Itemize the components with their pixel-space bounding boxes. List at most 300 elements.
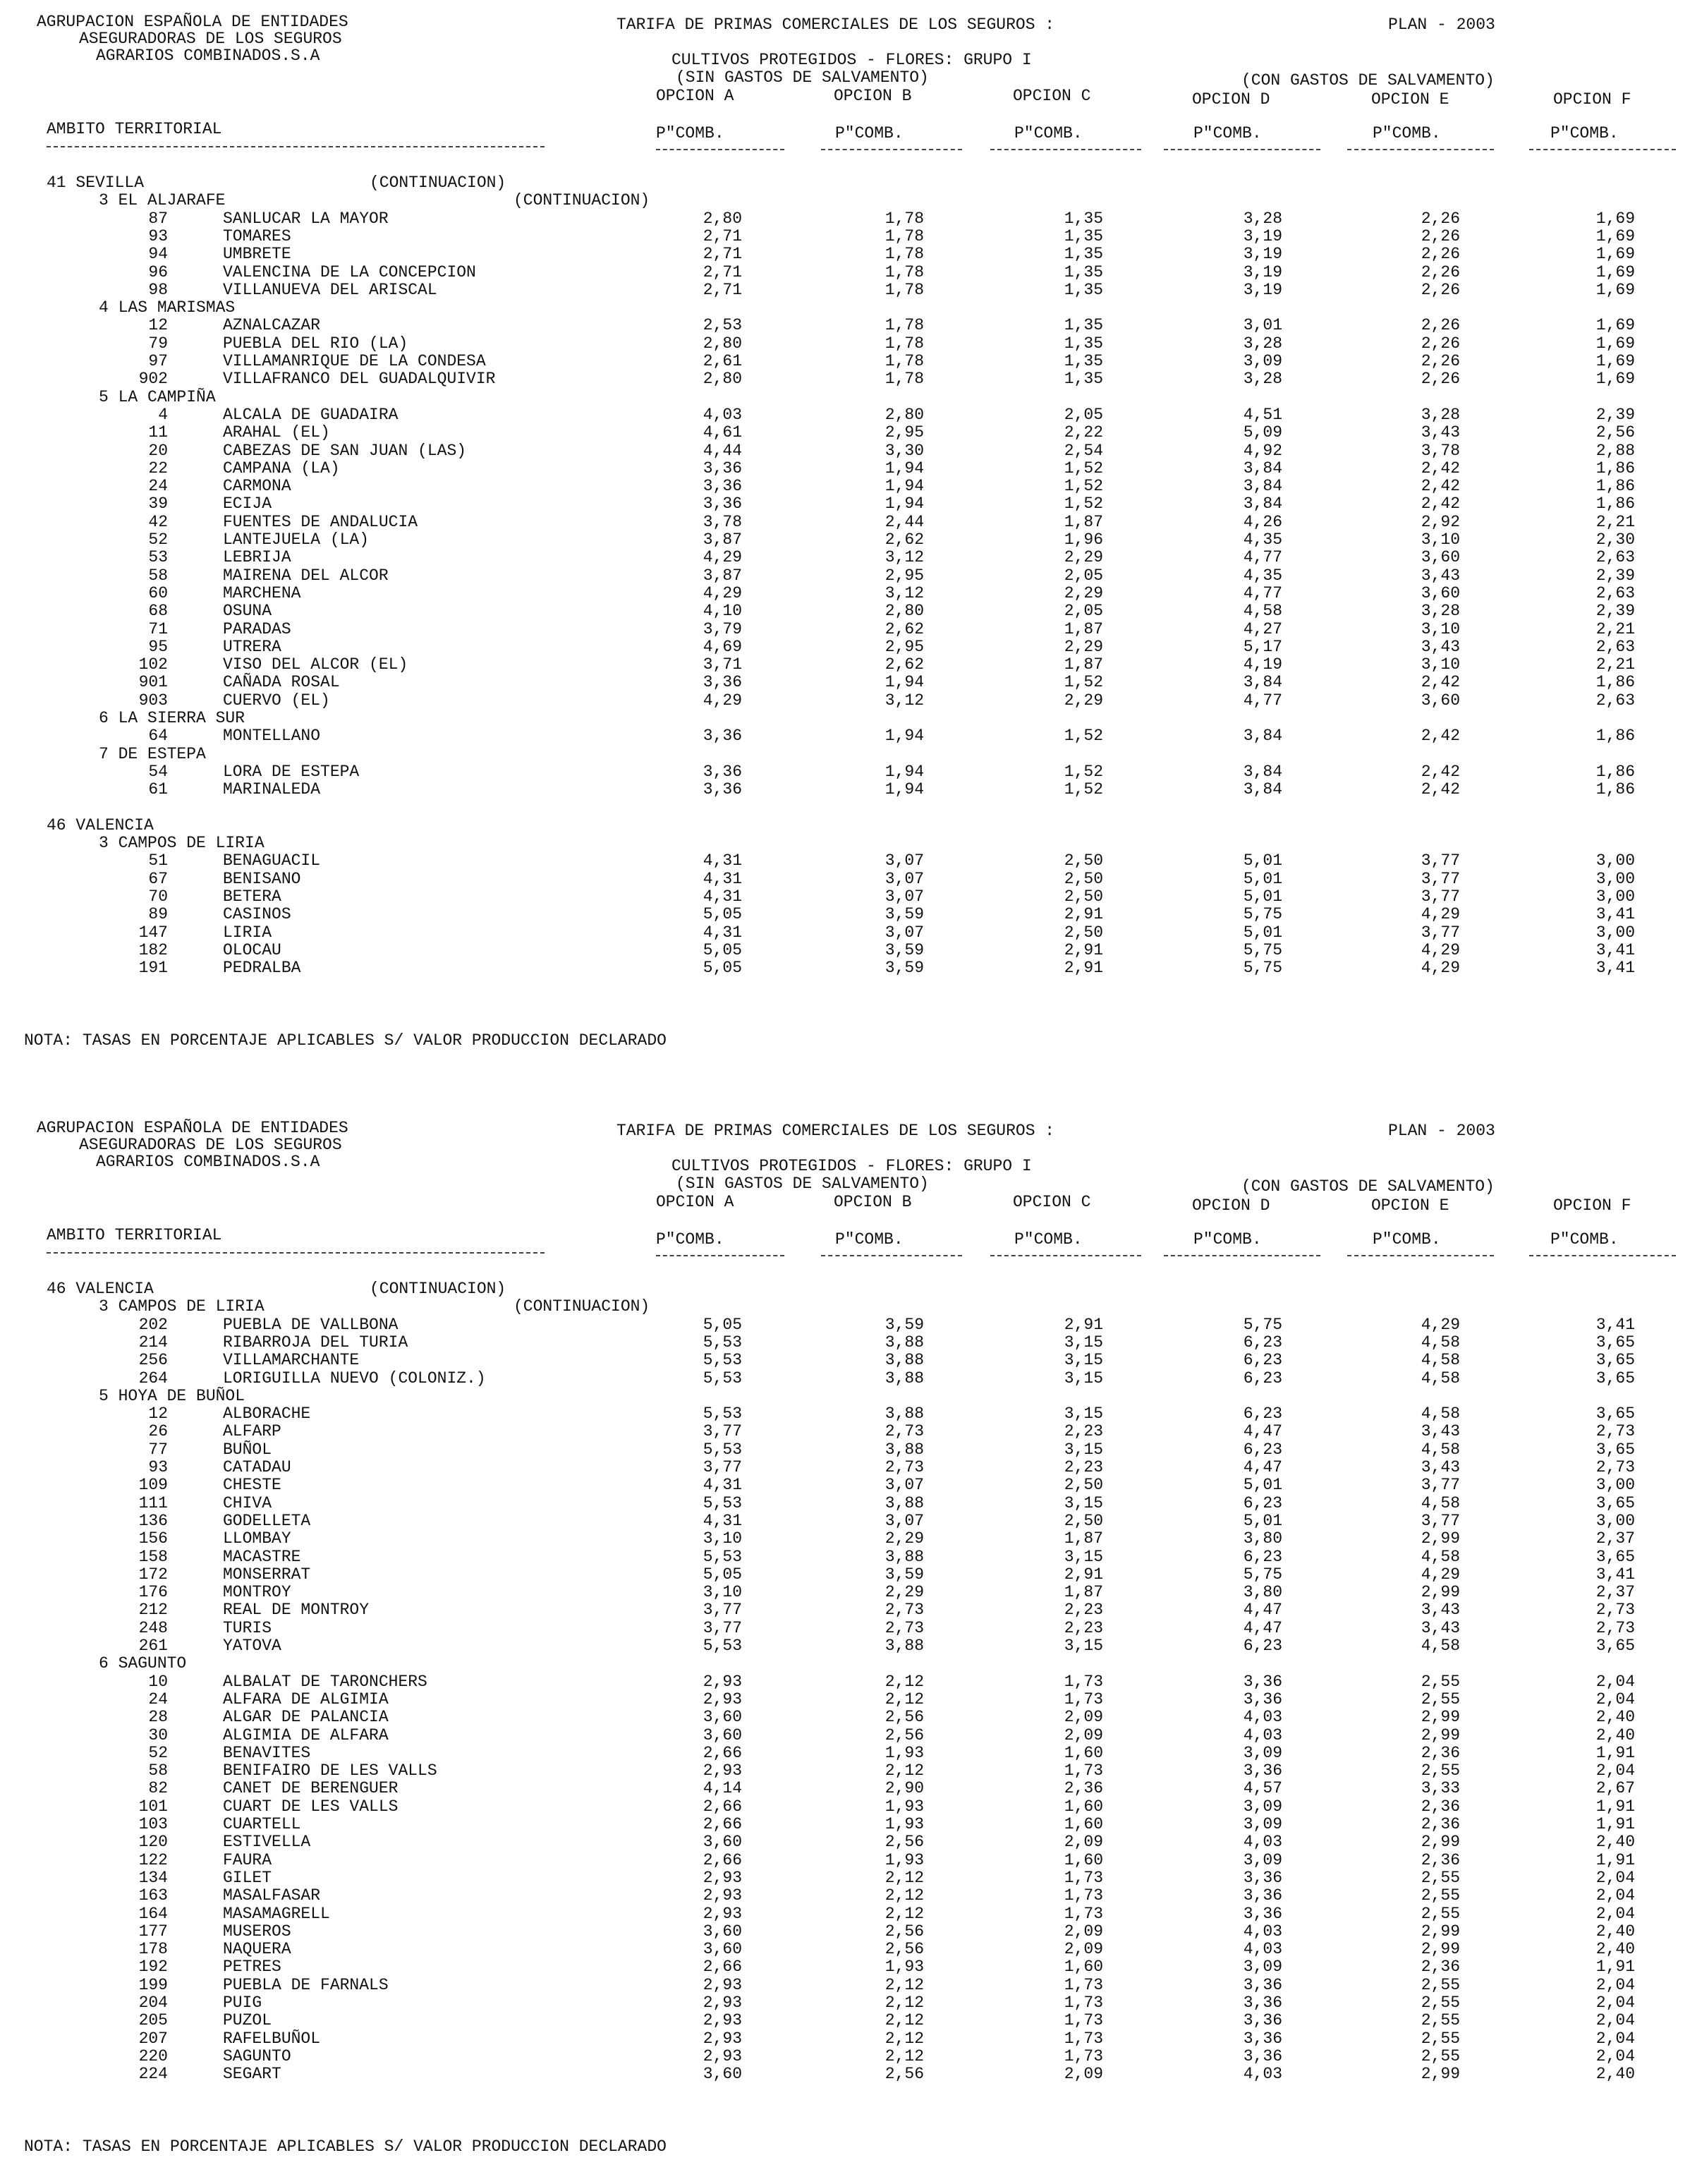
rate-cell-option-e: 3,77 xyxy=(1421,869,1460,888)
option-header: OPCION B xyxy=(834,87,912,105)
rate-cell-option-a: 2,66 xyxy=(703,1958,742,1977)
municipality-name: ALGIMIA DE ALFARA xyxy=(223,1725,389,1745)
rate-cell-option-d: 3,84 xyxy=(1243,727,1282,746)
municipality-code: 67 xyxy=(148,869,168,888)
municipality-code: 178 xyxy=(138,1940,168,1959)
table-row xyxy=(0,227,1690,245)
rate-cell-option-e: 2,99 xyxy=(1421,1583,1460,1602)
table-row xyxy=(0,1637,1690,1654)
rate-cell-option-a: 4,29 xyxy=(703,583,742,602)
municipality-name: PUIG xyxy=(223,1994,262,2012)
rate-cell-option-c: 1,87 xyxy=(1064,619,1103,638)
municipality-code: 111 xyxy=(138,1493,168,1512)
rate-cell-option-a: 2,66 xyxy=(703,1850,742,1869)
rate-cell-option-f: 3,41 xyxy=(1595,959,1635,978)
rate-cell-option-e: 2,99 xyxy=(1421,1708,1460,1727)
rate-cell-option-a: 2,66 xyxy=(703,1815,742,1833)
rate-cell-option-e: 3,28 xyxy=(1421,405,1460,424)
municipality-code: 68 xyxy=(148,602,168,621)
rate-cell-option-f: 2,63 xyxy=(1595,583,1635,602)
table-row xyxy=(0,923,1690,941)
rate-cell-option-e: 2,42 xyxy=(1421,495,1460,514)
header-divider xyxy=(1164,149,1320,150)
municipality-code: 42 xyxy=(148,512,168,531)
rate-cell-option-e: 2,92 xyxy=(1421,512,1460,531)
rate-cell-option-f: 3,41 xyxy=(1595,940,1635,959)
rate-cell-option-a: 2,93 xyxy=(703,2011,742,2030)
comarca-heading: 3 CAMPOS DE LIRIA xyxy=(99,1297,265,1316)
rate-cell-option-b: 1,94 xyxy=(884,459,924,478)
rate-cell-option-d: 5,01 xyxy=(1243,1476,1282,1495)
rate-cell-option-c: 1,73 xyxy=(1064,1975,1103,1994)
rate-cell-option-c: 2,09 xyxy=(1064,2065,1103,2084)
municipality-name: LEBRIJA xyxy=(223,548,291,567)
rate-cell-option-c: 2,50 xyxy=(1064,869,1103,888)
municipality-name: CHIVA xyxy=(223,1493,272,1512)
table-row xyxy=(0,1440,1690,1458)
rate-cell-option-f: 2,39 xyxy=(1595,566,1635,585)
municipality-code: 28 xyxy=(148,1708,168,1727)
rate-cell-option-c: 1,60 xyxy=(1064,1850,1103,1869)
rate-cell-option-d: 4,47 xyxy=(1243,1422,1282,1441)
rate-cell-option-b: 1,94 xyxy=(884,762,924,781)
rate-cell-option-c: 2,50 xyxy=(1064,923,1103,942)
rate-cell-option-d: 5,01 xyxy=(1243,851,1282,870)
rate-cell-option-a: 2,66 xyxy=(703,1743,742,1762)
rate-cell-option-c: 1,60 xyxy=(1064,1743,1103,1762)
rate-cell-option-d: 4,27 xyxy=(1243,619,1282,638)
rate-cell-option-f: 1,69 xyxy=(1595,209,1635,228)
province-heading: 41 SEVILLA xyxy=(47,174,145,192)
municipality-code: 58 xyxy=(148,566,168,585)
table-row xyxy=(0,1886,1690,1904)
header-divider xyxy=(821,1255,962,1256)
rate-cell-option-f: 2,04 xyxy=(1595,2029,1635,2048)
rate-cell-option-d: 3,19 xyxy=(1243,245,1282,264)
municipality-name: MASALFASAR xyxy=(223,1886,321,1905)
municipality-code: 77 xyxy=(148,1440,168,1459)
rate-cell-option-e: 2,26 xyxy=(1421,209,1460,228)
rate-cell-option-a: 3,60 xyxy=(703,1708,742,1727)
rate-cell-option-e: 4,58 xyxy=(1421,1493,1460,1512)
table-row xyxy=(0,1512,1690,1529)
rate-cell-option-c: 1,73 xyxy=(1064,1761,1103,1780)
municipality-code: 264 xyxy=(138,1369,168,1388)
table-row xyxy=(0,442,1690,459)
rate-cell-option-c: 2,23 xyxy=(1064,1458,1103,1476)
pcomb-header: P"COMB. xyxy=(1550,124,1619,142)
rate-cell-option-c: 1,60 xyxy=(1064,1958,1103,1977)
rate-cell-option-e: 2,26 xyxy=(1421,316,1460,335)
rate-cell-option-c: 2,29 xyxy=(1064,691,1103,710)
municipality-code: 93 xyxy=(148,226,168,245)
header-divider xyxy=(1164,1255,1320,1256)
rate-cell-option-b: 1,93 xyxy=(884,1743,924,1762)
table-row xyxy=(0,851,1690,869)
municipality-code: 79 xyxy=(148,334,168,353)
municipality-code: 902 xyxy=(138,370,168,389)
rate-cell-option-c: 1,73 xyxy=(1064,1868,1103,1887)
header-divider xyxy=(1529,149,1676,150)
rate-cell-option-b: 3,07 xyxy=(884,1476,924,1495)
rate-cell-option-b: 2,95 xyxy=(884,423,924,442)
rate-cell-option-a: 3,79 xyxy=(703,619,742,638)
header-divider xyxy=(656,149,784,150)
municipality-name: GILET xyxy=(223,1868,272,1887)
rate-cell-option-a: 2,80 xyxy=(703,370,742,389)
rate-cell-option-d: 3,09 xyxy=(1243,1797,1282,1816)
municipality-code: 212 xyxy=(138,1601,168,1620)
municipality-name: VALENCINA DE LA CONCEPCION xyxy=(223,262,476,281)
municipality-name: MUSEROS xyxy=(223,1922,291,1941)
rate-cell-option-c: 1,73 xyxy=(1064,1994,1103,2012)
rate-cell-option-f: 3,65 xyxy=(1595,1369,1635,1388)
rate-cell-option-e: 2,55 xyxy=(1421,1975,1460,1994)
rate-cell-option-f: 2,21 xyxy=(1595,619,1635,638)
rate-cell-option-b: 1,94 xyxy=(884,673,924,692)
municipality-code: 4 xyxy=(158,405,168,424)
rate-cell-option-a: 2,61 xyxy=(703,352,742,370)
rate-cell-option-d: 4,58 xyxy=(1243,602,1282,621)
table-row xyxy=(0,370,1690,387)
rate-cell-option-a: 3,36 xyxy=(703,673,742,692)
rate-cell-option-f: 1,69 xyxy=(1595,245,1635,264)
municipality-name: BENISANO xyxy=(223,869,301,888)
rate-cell-option-a: 5,53 xyxy=(703,1547,742,1566)
comarca-heading: 3 CAMPOS DE LIRIA xyxy=(99,834,265,853)
rate-cell-option-a: 2,93 xyxy=(703,1994,742,2012)
rate-cell-option-d: 4,92 xyxy=(1243,441,1282,460)
rate-cell-option-d: 5,09 xyxy=(1243,423,1282,442)
rate-cell-option-f: 2,04 xyxy=(1595,1886,1635,1905)
rate-cell-option-d: 3,36 xyxy=(1243,1868,1282,1887)
rate-cell-option-c: 2,50 xyxy=(1064,887,1103,906)
rate-cell-option-c: 2,29 xyxy=(1064,583,1103,602)
municipality-code: 901 xyxy=(138,673,168,692)
rate-cell-option-d: 3,01 xyxy=(1243,316,1282,335)
continuation-label: (CONTINUACION) xyxy=(370,174,506,192)
rate-cell-option-f: 2,73 xyxy=(1595,1618,1635,1637)
rate-cell-option-c: 2,23 xyxy=(1064,1618,1103,1637)
municipality-code: 220 xyxy=(138,2046,168,2065)
rate-cell-option-c: 1,60 xyxy=(1064,1797,1103,1816)
rate-cell-option-a: 2,53 xyxy=(703,316,742,335)
rate-cell-option-e: 4,29 xyxy=(1421,959,1460,978)
table-row xyxy=(0,2011,1690,2029)
table-row xyxy=(0,1905,1690,1922)
rate-cell-option-c: 2,50 xyxy=(1064,1476,1103,1495)
rate-cell-option-b: 2,73 xyxy=(884,1422,924,1441)
rate-cell-option-b: 1,78 xyxy=(884,226,924,245)
rate-cell-option-a: 3,77 xyxy=(703,1601,742,1620)
municipality-name: SAGUNTO xyxy=(223,2046,291,2065)
municipality-name: PARADAS xyxy=(223,619,291,638)
rate-cell-option-d: 3,09 xyxy=(1243,1743,1282,1762)
table-row xyxy=(0,281,1690,298)
rate-cell-option-b: 1,78 xyxy=(884,370,924,389)
rate-cell-option-b: 1,93 xyxy=(884,1815,924,1833)
table-row xyxy=(0,1458,1690,1476)
municipality-name: LORA DE ESTEPA xyxy=(223,762,360,781)
rate-cell-option-c: 2,50 xyxy=(1064,1511,1103,1530)
table-row xyxy=(0,941,1690,959)
rate-cell-option-d: 5,01 xyxy=(1243,869,1282,888)
municipality-name: NAQUERA xyxy=(223,1940,291,1959)
municipality-code: 11 xyxy=(148,423,168,442)
table-row xyxy=(0,1761,1690,1779)
rate-cell-option-f: 1,91 xyxy=(1595,1815,1635,1833)
municipality-code: 20 xyxy=(148,441,168,460)
municipality-code: 98 xyxy=(148,280,168,299)
municipality-code: 58 xyxy=(148,1761,168,1780)
rate-cell-option-d: 3,36 xyxy=(1243,1904,1282,1923)
rate-cell-option-e: 3,77 xyxy=(1421,923,1460,942)
rate-cell-option-b: 2,12 xyxy=(884,1904,924,1923)
rate-cell-option-c: 1,52 xyxy=(1064,477,1103,496)
rate-cell-option-b: 3,12 xyxy=(884,583,924,602)
table-row xyxy=(0,263,1690,281)
rate-cell-option-e: 2,55 xyxy=(1421,2011,1460,2030)
municipality-code: 93 xyxy=(148,1458,168,1476)
rate-cell-option-e: 4,58 xyxy=(1421,1440,1460,1459)
rate-cell-option-b: 3,30 xyxy=(884,441,924,460)
rate-cell-option-f: 2,04 xyxy=(1595,1761,1635,1780)
rate-cell-option-e: 3,43 xyxy=(1421,1601,1460,1620)
rate-cell-option-d: 5,75 xyxy=(1243,1565,1282,1584)
municipality-code: 261 xyxy=(138,1637,168,1655)
municipality-name: PUZOL xyxy=(223,2011,272,2030)
rate-cell-option-c: 1,96 xyxy=(1064,530,1103,549)
municipality-code: 89 xyxy=(148,905,168,924)
municipality-name: VILLAMARCHANTE xyxy=(223,1351,360,1370)
municipality-name: ALBALAT DE TARONCHERS xyxy=(223,1672,427,1691)
municipality-name: ARAHAL (EL) xyxy=(223,423,330,442)
table-row xyxy=(0,210,1690,227)
rate-cell-option-c: 1,35 xyxy=(1064,226,1103,245)
rate-cell-option-e: 3,43 xyxy=(1421,566,1460,585)
rate-cell-option-b: 3,88 xyxy=(884,1369,924,1388)
municipality-code: 95 xyxy=(148,637,168,656)
rate-cell-option-c: 2,05 xyxy=(1064,566,1103,585)
rate-cell-option-c: 1,73 xyxy=(1064,1904,1103,1923)
rate-cell-option-e: 2,55 xyxy=(1421,1761,1460,1780)
rate-cell-option-a: 3,87 xyxy=(703,530,742,549)
plan-label: PLAN - 2003 xyxy=(1388,16,1495,34)
rate-cell-option-a: 3,10 xyxy=(703,1529,742,1548)
rate-cell-option-c: 1,73 xyxy=(1064,2046,1103,2065)
rate-cell-option-e: 3,77 xyxy=(1421,851,1460,870)
rate-cell-option-b: 1,78 xyxy=(884,245,924,264)
rate-cell-option-c: 2,54 xyxy=(1064,441,1103,460)
rate-cell-option-a: 2,93 xyxy=(703,1975,742,1994)
rate-cell-option-f: 3,65 xyxy=(1595,1333,1635,1352)
rate-cell-option-b: 2,56 xyxy=(884,1922,924,1941)
municipality-name: CATADAU xyxy=(223,1458,291,1476)
rate-cell-option-e: 2,99 xyxy=(1421,1833,1460,1852)
option-header: OPCION E xyxy=(1371,90,1449,109)
rate-cell-option-f: 2,56 xyxy=(1595,423,1635,442)
pcomb-header: P"COMB. xyxy=(1014,124,1083,142)
municipality-name: BENIFAIRO DE LES VALLS xyxy=(223,1761,437,1780)
rate-cell-option-d: 3,36 xyxy=(1243,1689,1282,1709)
rate-cell-option-d: 6,23 xyxy=(1243,1637,1282,1655)
rate-cell-option-d: 3,36 xyxy=(1243,1886,1282,1905)
rate-cell-option-e: 4,58 xyxy=(1421,1547,1460,1566)
municipality-name: UMBRETE xyxy=(223,245,291,264)
municipality-code: 26 xyxy=(148,1422,168,1441)
rate-cell-option-b: 2,73 xyxy=(884,1618,924,1637)
table-row xyxy=(0,1994,1690,2011)
rate-cell-option-a: 3,78 xyxy=(703,512,742,531)
rate-cell-option-b: 2,73 xyxy=(884,1601,924,1620)
rate-cell-option-d: 6,23 xyxy=(1243,1493,1282,1512)
rate-cell-option-c: 3,15 xyxy=(1064,1369,1103,1388)
municipality-name: MASAMAGRELL xyxy=(223,1904,330,1923)
org-name-line: ASEGURADORAS DE LOS SEGUROS xyxy=(79,30,342,48)
rate-cell-option-b: 2,12 xyxy=(884,2046,924,2065)
municipality-code: 109 xyxy=(138,1476,168,1495)
municipality-code: 64 xyxy=(148,727,168,746)
comarca-heading: 6 SAGUNTO xyxy=(99,1654,187,1673)
rate-cell-option-b: 3,07 xyxy=(884,887,924,906)
org-name-line: AGRARIOS COMBINADOS.S.A xyxy=(96,47,320,65)
municipality-name: PUEBLA DE FARNALS xyxy=(223,1975,389,1994)
rate-cell-option-b: 3,88 xyxy=(884,1351,924,1370)
rate-cell-option-c: 1,35 xyxy=(1064,352,1103,370)
rate-cell-option-b: 2,12 xyxy=(884,1689,924,1709)
municipality-name: ALGAR DE PALANCIA xyxy=(223,1708,389,1727)
rate-cell-option-e: 2,26 xyxy=(1421,370,1460,389)
rate-cell-option-a: 5,53 xyxy=(703,1440,742,1459)
rate-cell-option-d: 3,84 xyxy=(1243,762,1282,781)
rate-cell-option-b: 2,62 xyxy=(884,619,924,638)
header-divider xyxy=(1529,1255,1676,1256)
rate-cell-option-f: 2,63 xyxy=(1595,691,1635,710)
rate-cell-option-b: 2,73 xyxy=(884,1458,924,1476)
municipality-name: OSUNA xyxy=(223,602,272,621)
rate-cell-option-c: 2,23 xyxy=(1064,1422,1103,1441)
rate-cell-option-d: 4,03 xyxy=(1243,1833,1282,1852)
rate-cell-option-f: 3,65 xyxy=(1595,1440,1635,1459)
table-row xyxy=(0,1940,1690,1958)
rate-cell-option-d: 3,80 xyxy=(1243,1529,1282,1548)
table-row xyxy=(0,459,1690,477)
table-row xyxy=(0,548,1690,566)
rate-cell-option-c: 2,22 xyxy=(1064,423,1103,442)
rate-cell-option-f: 3,65 xyxy=(1595,1547,1635,1566)
rate-cell-option-d: 5,17 xyxy=(1243,637,1282,656)
pcomb-header: P"COMB. xyxy=(1193,124,1262,142)
rate-cell-option-f: 1,69 xyxy=(1595,352,1635,370)
rate-cell-option-e: 2,99 xyxy=(1421,1922,1460,1941)
rate-cell-option-b: 2,62 xyxy=(884,655,924,674)
rate-cell-option-e: 3,60 xyxy=(1421,583,1460,602)
rate-cell-option-d: 4,77 xyxy=(1243,548,1282,567)
rate-cell-option-d: 4,03 xyxy=(1243,1725,1282,1745)
rate-cell-option-f: 1,86 xyxy=(1595,459,1635,478)
rate-cell-option-d: 4,03 xyxy=(1243,1922,1282,1941)
rate-cell-option-d: 5,75 xyxy=(1243,905,1282,924)
rate-cell-option-d: 4,47 xyxy=(1243,1601,1282,1620)
municipality-name: PEDRALBA xyxy=(223,959,301,978)
rate-cell-option-d: 6,23 xyxy=(1243,1405,1282,1424)
rate-cell-option-c: 3,15 xyxy=(1064,1440,1103,1459)
table-row xyxy=(0,780,1690,798)
ambito-header: AMBITO TERRITORIAL xyxy=(47,1226,222,1244)
rate-cell-option-f: 2,88 xyxy=(1595,441,1635,460)
rate-cell-option-e: 2,26 xyxy=(1421,226,1460,245)
rate-cell-option-b: 2,44 xyxy=(884,512,924,531)
rate-cell-option-d: 3,19 xyxy=(1243,262,1282,281)
municipality-code: 101 xyxy=(138,1797,168,1816)
table-row xyxy=(0,691,1690,709)
table-row xyxy=(0,1851,1690,1869)
continuation-label: (CONTINUACION) xyxy=(513,191,650,210)
footnote: NOTA: TASAS EN PORCENTAJE APLICABLES S/ VALOR PRODUCCION DECLARADO xyxy=(24,2137,667,2156)
rate-cell-option-f: 2,30 xyxy=(1595,530,1635,549)
rate-cell-option-c: 2,50 xyxy=(1064,851,1103,870)
rate-cell-option-b: 1,93 xyxy=(884,1958,924,1977)
rate-cell-option-f: 2,73 xyxy=(1595,1458,1635,1476)
rate-cell-option-b: 2,12 xyxy=(884,1761,924,1780)
municipality-name: TURIS xyxy=(223,1618,272,1637)
rate-cell-option-f: 3,41 xyxy=(1595,1565,1635,1584)
table-row xyxy=(0,477,1690,495)
rate-cell-option-b: 3,59 xyxy=(884,959,924,978)
rate-cell-option-b: 3,88 xyxy=(884,1637,924,1655)
table-row xyxy=(0,1476,1690,1493)
table-row xyxy=(0,1779,1690,1797)
rate-cell-option-d: 3,36 xyxy=(1243,1994,1282,2012)
option-header: OPCION E xyxy=(1371,1196,1449,1215)
rate-cell-option-e: 4,58 xyxy=(1421,1405,1460,1424)
rate-cell-option-b: 3,59 xyxy=(884,940,924,959)
option-header: OPCION A xyxy=(656,1193,734,1211)
rate-cell-option-c: 3,15 xyxy=(1064,1351,1103,1370)
rate-cell-option-a: 4,10 xyxy=(703,602,742,621)
rate-cell-option-c: 1,52 xyxy=(1064,495,1103,514)
rate-cell-option-f: 3,00 xyxy=(1595,1511,1635,1530)
rate-cell-option-a: 5,53 xyxy=(703,1369,742,1388)
rate-cell-option-c: 1,73 xyxy=(1064,1689,1103,1709)
rate-cell-option-b: 2,80 xyxy=(884,602,924,621)
table-row xyxy=(0,763,1690,780)
table-row xyxy=(0,406,1690,423)
rate-cell-option-c: 1,73 xyxy=(1064,2011,1103,2030)
con-gastos-label: (CON GASTOS DE SALVAMENTO) xyxy=(1241,1177,1495,1196)
rate-cell-option-d: 3,36 xyxy=(1243,2029,1282,2048)
rate-cell-option-a: 3,77 xyxy=(703,1422,742,1441)
municipality-name: MACASTRE xyxy=(223,1547,301,1566)
rate-cell-option-c: 1,87 xyxy=(1064,512,1103,531)
municipality-code: 30 xyxy=(148,1725,168,1745)
rate-cell-option-d: 3,19 xyxy=(1243,226,1282,245)
rate-cell-option-f: 3,00 xyxy=(1595,923,1635,942)
rate-cell-option-f: 1,86 xyxy=(1595,780,1635,799)
rate-cell-option-e: 2,36 xyxy=(1421,1850,1460,1869)
rate-cell-option-a: 2,93 xyxy=(703,2046,742,2065)
rate-cell-option-c: 1,35 xyxy=(1064,262,1103,281)
rate-cell-option-d: 6,23 xyxy=(1243,1369,1282,1388)
rate-cell-option-b: 1,78 xyxy=(884,209,924,228)
rate-cell-option-e: 3,43 xyxy=(1421,1618,1460,1637)
option-header: OPCION D xyxy=(1192,90,1270,109)
rate-cell-option-b: 3,88 xyxy=(884,1493,924,1512)
rate-cell-option-c: 1,35 xyxy=(1064,209,1103,228)
table-row xyxy=(0,530,1690,548)
municipality-code: 22 xyxy=(148,459,168,478)
rate-cell-option-c: 2,91 xyxy=(1064,1565,1103,1584)
